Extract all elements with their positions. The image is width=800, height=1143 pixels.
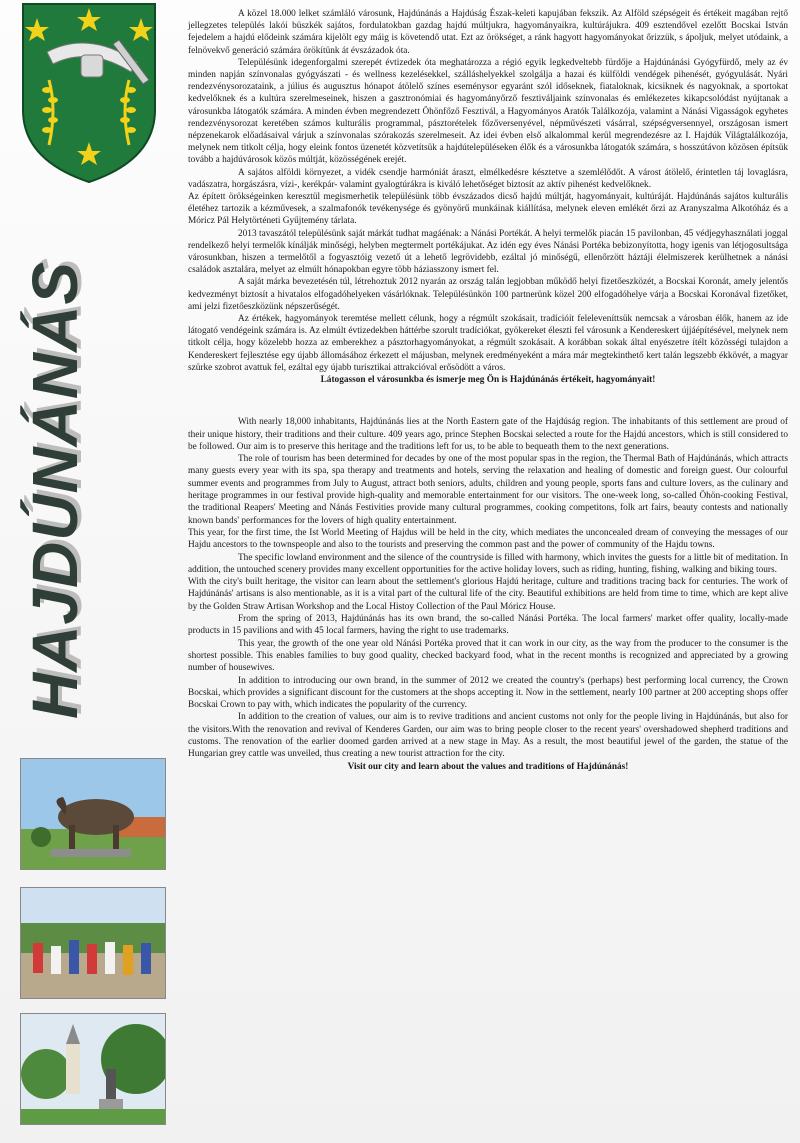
english-section: [188, 416, 788, 773]
hu-closing: Látogasson el városunkba és ismerje meg Ön is Hajdúnánás értékeit, hagyományait!: [320, 375, 656, 386]
hu-paragraph: 2013 tavaszától településünk saját márkát tudhat magáénak: a Nánási Portékát. A helyi termelők piacán 15 pavilonban, 45 védjegyhasználati joggal rendelkező helyi termelők kínálják minőségi, helyben megtermelt portékájukat. Az idén egy éves Nánási Portéka bebizonyította, hogy igenis van létjogosultsága városunkban, hiszen a termelőtől a fogyasztóig vezető út a lehető legrövidebb, ezáltal jó minőségű, ellenőrzött háztáji élelmiszerek kerülhetnek a nánási családok asztalára, melyet az elmúlt hónapokban egyre több háziasszony ismert fel.: [188, 228, 788, 276]
vertical-title-area: [19, 260, 91, 720]
hu-paragraph: Az épített örökségeinken keresztül megismerhetik településünk több évszázados dicső hajdú múltját, hagyományait, kultúráját. Hajdúnánás sajátos kulturális életéhez tartozik a kézművesek, a szalmafonók tevékenysége és gyönyörű munkáinak kiállítása, melynek eleven emlékét őrzi az Aranyszalma Alkotóház és a Móricz Pál Helytörténeti Gyűjtemény tárlata.: [188, 192, 788, 227]
main-text: [188, 8, 788, 773]
en-paragraph: In addition to the creation of values, our aim is to revive traditions and ancient customs not only for the people living in Hajdúnánás, but also for the visitors.With the renovation and revival of Kenderes Garden, our aim was to bring people closer to the recent years' overshadowed shepherd traditions and customs. The renovation of the earlier doomed garden arrived at a new stage in May. As a result, the most beautiful jewel of the garden, the statue of the Hungarian grey cattle was unveiled, thus creating a new tourist attraction for the city.: [188, 712, 788, 760]
en-paragraph: This year, the growth of the one year old Nánási Portéka proved that it can work in our city, as the way from the producer to the consumer is the shortest possible. This enables families to buy good quality, checked backyard food, what in the recent months is recognized and appreciated by a growing number of housewives.: [188, 638, 788, 674]
folk-dance-photo: [20, 887, 166, 999]
en-paragraph: The role of tourism has been determined for decades by one of the most popular spas in the region, the Thermal Bath of Hajdúnánás, which attracts many guests every year with its spa, spa therapy and treatments and hotels, serving the relaxation and healing of domestic and foreign guest. Our colourful summer events and programmes from July to August, attract both seniors, adults, children and young people, sports fans and culture lovers, as the culinary and heritage programmes in our festival provide high-quality and memorable entertainment for our visitors. The one-week long, so-called Öhön-cooking Festival, the traditional Reapers' Meeting and Nánás Festivities provide many cultural programmes, cooking competitons, folk art fairs, beauty contests and nationally known bands' performances for the lovers of high quality entertainment.: [188, 454, 788, 526]
church-statue-photo: [20, 1013, 166, 1125]
city-title: HAJDÚNÁNÁS: [19, 260, 91, 720]
hu-paragraph: A saját márka bevezetésén túl, létrehoztuk 2012 nyarán az ország talán legjobban működő helyi fizetőeszközét, a Bocskai Koronát, amely jelentős kedvezményt biztosít a hivatalos elfogadóhelyeken vásárlóknak. Településünkön 100 partnerünk közel 200 elfogadóhelye várja a Bocskai Koronával fizetőket, ami jelzi fizetőeszközünk népszerűségét.: [188, 277, 788, 312]
en-closing: Visit our city and learn about the values and traditions of Hajdúnánás!: [347, 761, 629, 772]
bull-statue-photo: [20, 758, 166, 870]
en-paragraph: From the spring of 2013, Hajdúnánás has its own brand, the so-called Nánási Portéka. The local farmers' market offer quality, locally-made products in 15 pavilions and with 45 local farmers, having the right to use trademarks.: [188, 614, 788, 637]
en-paragraph: This year, for the first time, the Ist World Meeting of Hajdus will be held in the city, which mediates the unconcealed dream of conveying the messages of our Hajdu ancestors to the townspeople and also to the tourists and preserving the common past and the power of community of the Hajdu towns.: [188, 527, 788, 551]
coat-of-arms-icon: [19, 0, 159, 185]
sidebar: [0, 0, 180, 1143]
hu-paragraph: A közel 18.000 lelket számláló városunk, Hajdúnánás a Hajdúság Észak-keleti kapujában fekszik. Az Alföld szépségeit és értékeit magában rejtő jellegzetes település lakói büszkék sajátos, fordulatokban gazdag hajdú múltjukra, hagyományaikra, kultúrájukra. 409 esztendővel ezelőtt Bocskai István fejedelem a hajdú elődeink számára kijelölt egy máig is követendő utat. Ezt az örökséget, a ránk hagyott hagyományokat őrizzük, s ápoljuk, melyet utódaink, a felnövekvő generáció számára örökítünk át évszázadok óta.: [188, 9, 788, 56]
hu-paragraph: A sajátos alföldi környezet, a vidék csendje harmóniát áraszt, elmélkedésre késztetve a szemlélődőt. A várost átölelő, érintetlen táj lovaglásra, vadászatra, horgászásra, vízi-, kerékpár- valamint gyalogtúrákra is kiváló lehetőséget biztosít az aktív pihenést kedvelőknek.: [188, 167, 788, 190]
en-paragraph: With nearly 18,000 inhabitants, Hajdúnánás lies at the North Eastern gate of the Hajdúság region. The inhabitants of this settlement are proud of their unique history, their traditions and their culture. 409 years ago, prince Stephen Bocskai selected a route for the Hajdú ancestors, which is still considered to be followed. Our aim is to preserve this heritage and the traditions left for us, to be able to bequeath them to the next generations.: [188, 417, 788, 452]
hu-paragraph: Az értékek, hagyományok teremtése mellett célunk, hogy a régmúlt szokásait, tradícióit feleleveníttsük nemcsak a városban élők, hanem az ide látogató vendégeink számára is. Az elmúlt évtizedekben háttérbe szorult tradíciókat, gyökereket éleszti fel városunk a Kendereskert újjáépítésével, melynek nem titkolt célja, hogy közelebb hozza az emberekhez a pásztorhagyományokat, a régmúlt szokásait. A korábban sokak által enyészetre ítélt közösségi tulajdon a Kendereskert fejlesztése egy újabb állomásához érkezett el májusban, melynek eredményeként a mára már megtekinthető kert talán legszebb ékkövét, a magyar szürke szobrot avattuk fel, ezáltal egy újabb turisztikai attrakcióval erősödött a város.: [188, 314, 788, 373]
hungarian-section: [188, 8, 788, 386]
hu-paragraph: Településünk idegenforgalmi szerepét évtizedek óta meghatározza a régió egyik legkedveltebb fürdője a Hajdúnánási Gyógyfürdő, mely az év minden napján színvonalas gyógyászati - és wellness kezelésekkel, szálláshelyekkel szolgálja a hazai és külföldi vendégek pihenését, gyógyulását. Nyári rendezvénysorozataink, a július és augusztus hónapot átölelő színes eseménysor egyaránt szól időseknek, fiataloknak, kicsiknek és nagyoknak, a sportokat kedvelőknek és a kultúra szerelmeseinek, hiszen a gasztronómiai és hagyományőrző fesztiváljaink színvonalas és emlékezetes kikapcsolódást nyújtanak a városunkba látogatók számára. A minden évben megrendezett Öhönfőző Fesztivál, a Hagyományos Aratók Találkozója, valamint a Nánási Vigasságok egyhetes rendezvénysorozat keretében számos kulturális programmal, pásztorételek főzőversenyével, népművészeti vásárral, szépségversennyel, országosan ismert népzenekarok előadásaival várjuk a színvonalas szórakozás szerelmeseit. Az idei évben első alkalommal kerül megrendezésre az I. Hajdúk Világtalálkozója, melynek nem titkolt célja, hogy eleink fontos üzenetét közvetítsük a hajdútelepüléseken élők és a városunkba látogatók számára, s hosszútávon közösen építsük tovább a hajdúvárosok közös múltját, közösségének erejét.: [188, 57, 788, 166]
en-paragraph: The specific lowland environment and the silence of the countryside is filled with harmony, which invites the guests for a little bit of meditation. In addition, the untouched scenery provides many excellent opportunities for the active holiday lovers, such as riding, hunting, fishing, walking and biking tours.: [188, 552, 788, 575]
en-paragraph: In addition to introducing our own brand, in the summer of 2012 we created the country's (perhaps) best performing local currency, the Crown Bocskai, which provides a significant discount for the customers at the shops accepting it. Now in the settlement, nearly 100 partner at 200 accepting shops offer Bocskai Crown to pay with, which indicates the popularity of the currency.: [188, 675, 788, 711]
en-paragraph: With the city's built heritage, the visitor can learn about the settlement's glorious Hajdú heritage, culture and traditions tracing back for centuries. The work of Hajdúnánás' artisans is also mentionable, as it is a vital part of the cultural life of the city. Beautiful exhibitions are held from time to time, which are kept alive by the Golden Straw Artisan Workshop and the Local Histoy Collection of the Paul Móricz House.: [188, 577, 788, 612]
